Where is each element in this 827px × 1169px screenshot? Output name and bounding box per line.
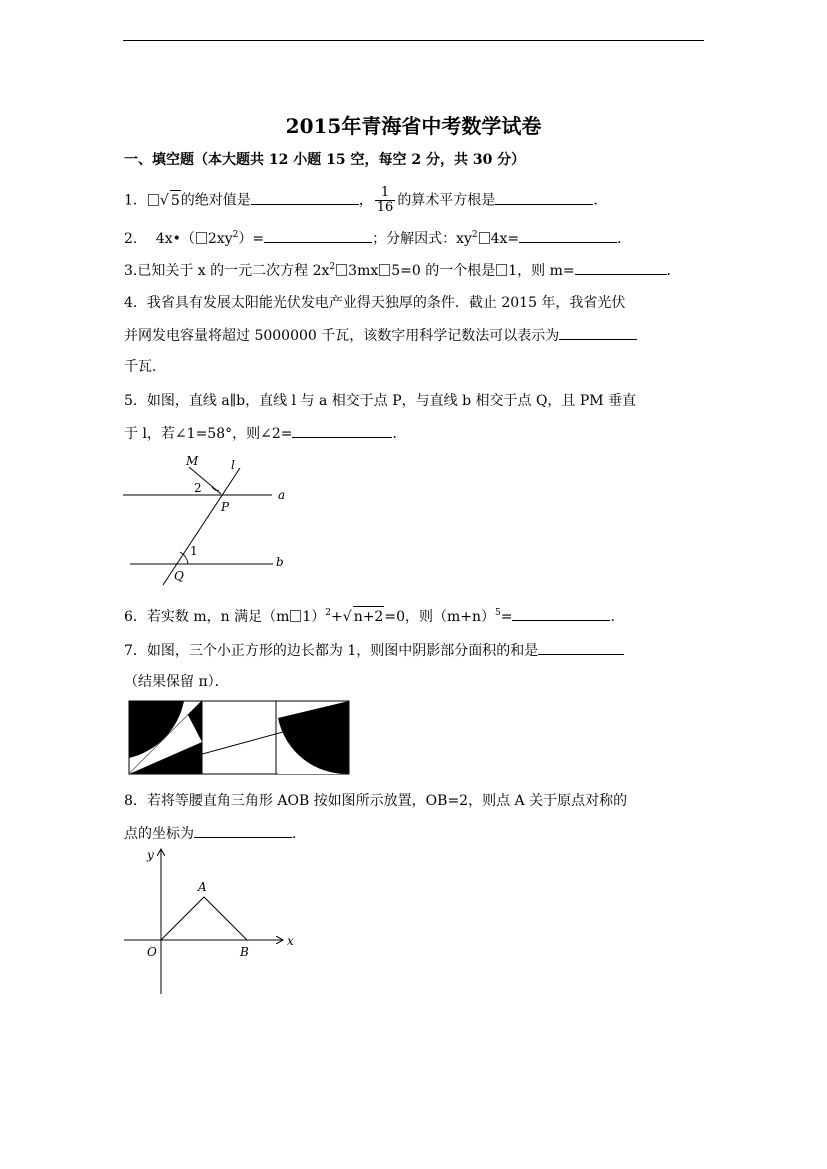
minus-glyph (196, 232, 207, 244)
label-1: 1 (190, 544, 198, 558)
question-6: 6．若实数 m，n 满足（m 1）$^2$+√ n+2=0，则$(m+n)^5=$ ． (124, 608, 625, 625)
label-P: P (221, 500, 230, 514)
label-b: b (276, 555, 284, 569)
minus-glyph (290, 610, 301, 622)
label-y: y (147, 848, 154, 862)
label-Q: Q (174, 569, 184, 583)
header-rule (123, 40, 704, 41)
triangle-aob (161, 897, 247, 940)
q7-figure (128, 700, 350, 775)
question-8-line-2: 点的坐标为 ． (124, 823, 306, 844)
answer-blank (292, 423, 392, 438)
question-3: 3.已知关于 x 的一元二次方程 $2x^2$ 3mx 5=0 的一个根是 1，则 m= ． (124, 262, 681, 279)
question-5-line-2: 于 l，若∠1=58°，则∠2= ． (124, 423, 406, 444)
label-A: A (198, 880, 207, 894)
label-O: O (147, 945, 157, 959)
question-5-line-1: 5．如图，直线 a∥b，直线 l 与 a 相交于点 P，与直线 b 相交于点 Q，且 PM 垂直 (124, 393, 637, 409)
minus-glyph (496, 264, 507, 276)
minus-glyph (148, 194, 159, 206)
answer-blank (264, 228, 372, 243)
sqrt-radicand: n+2 (353, 606, 385, 627)
question-8-line-1: 8．若将等腰直角三角形 AOB 按如图所示放置，OB=2，则点 A 关于原点对称的 (124, 793, 628, 809)
label-M: M (186, 454, 199, 468)
label-l: l (231, 458, 235, 472)
question-4-line-3: 千瓦． (124, 359, 166, 375)
question-7-line-1: 7．如图，三个小正方形的边长都为 1，则图中阴影部分面积的和是 (124, 640, 624, 661)
answer-blank (559, 325, 637, 340)
answer-blank (519, 228, 617, 243)
answer-blank (575, 260, 667, 275)
minus-glyph (479, 232, 490, 244)
question-1: 1． √ 5的绝对值是 ， $\frac{1}{16}$ 的算术平方根是 ． (124, 185, 608, 215)
question-4-line-2: 并网发电容量将超过 5000000 千瓦，该数字用科学记数法可以表示为 (124, 325, 637, 346)
minus-glyph (336, 264, 347, 276)
question-7-line-2: （结果保留 π）． (124, 674, 229, 690)
answer-blank (512, 606, 610, 621)
minus-glyph (379, 264, 390, 276)
answer-blank (251, 190, 359, 205)
label-x: x (287, 934, 294, 948)
section-heading: 一、填空题（本大题共 12 小题 15 空，每空 2 分，共 30 分） (124, 152, 526, 168)
answer-blank (538, 640, 624, 655)
page-title: 2015年青海省中考数学试卷 (285, 114, 542, 138)
label-a: a (278, 488, 286, 502)
answer-blank (194, 823, 292, 838)
question-4-line-1: 4．我省具有发展太阳能光伏发电产业得天独厚的条件．截止 2015 年，我省光伏 (124, 295, 626, 311)
question-2: 2． 4x•（ $2xy^2)=$ ；分解因式：$xy^2$ 4x= ． (124, 230, 632, 247)
fraction: $\frac{1}{16}$ (376, 185, 394, 215)
label-2: 2 (194, 481, 202, 495)
label-B: B (240, 945, 249, 959)
q5-figure (118, 452, 298, 594)
sqrt-radicand: 5 (170, 190, 181, 211)
q8-figure (120, 846, 305, 998)
answer-blank (495, 190, 593, 205)
